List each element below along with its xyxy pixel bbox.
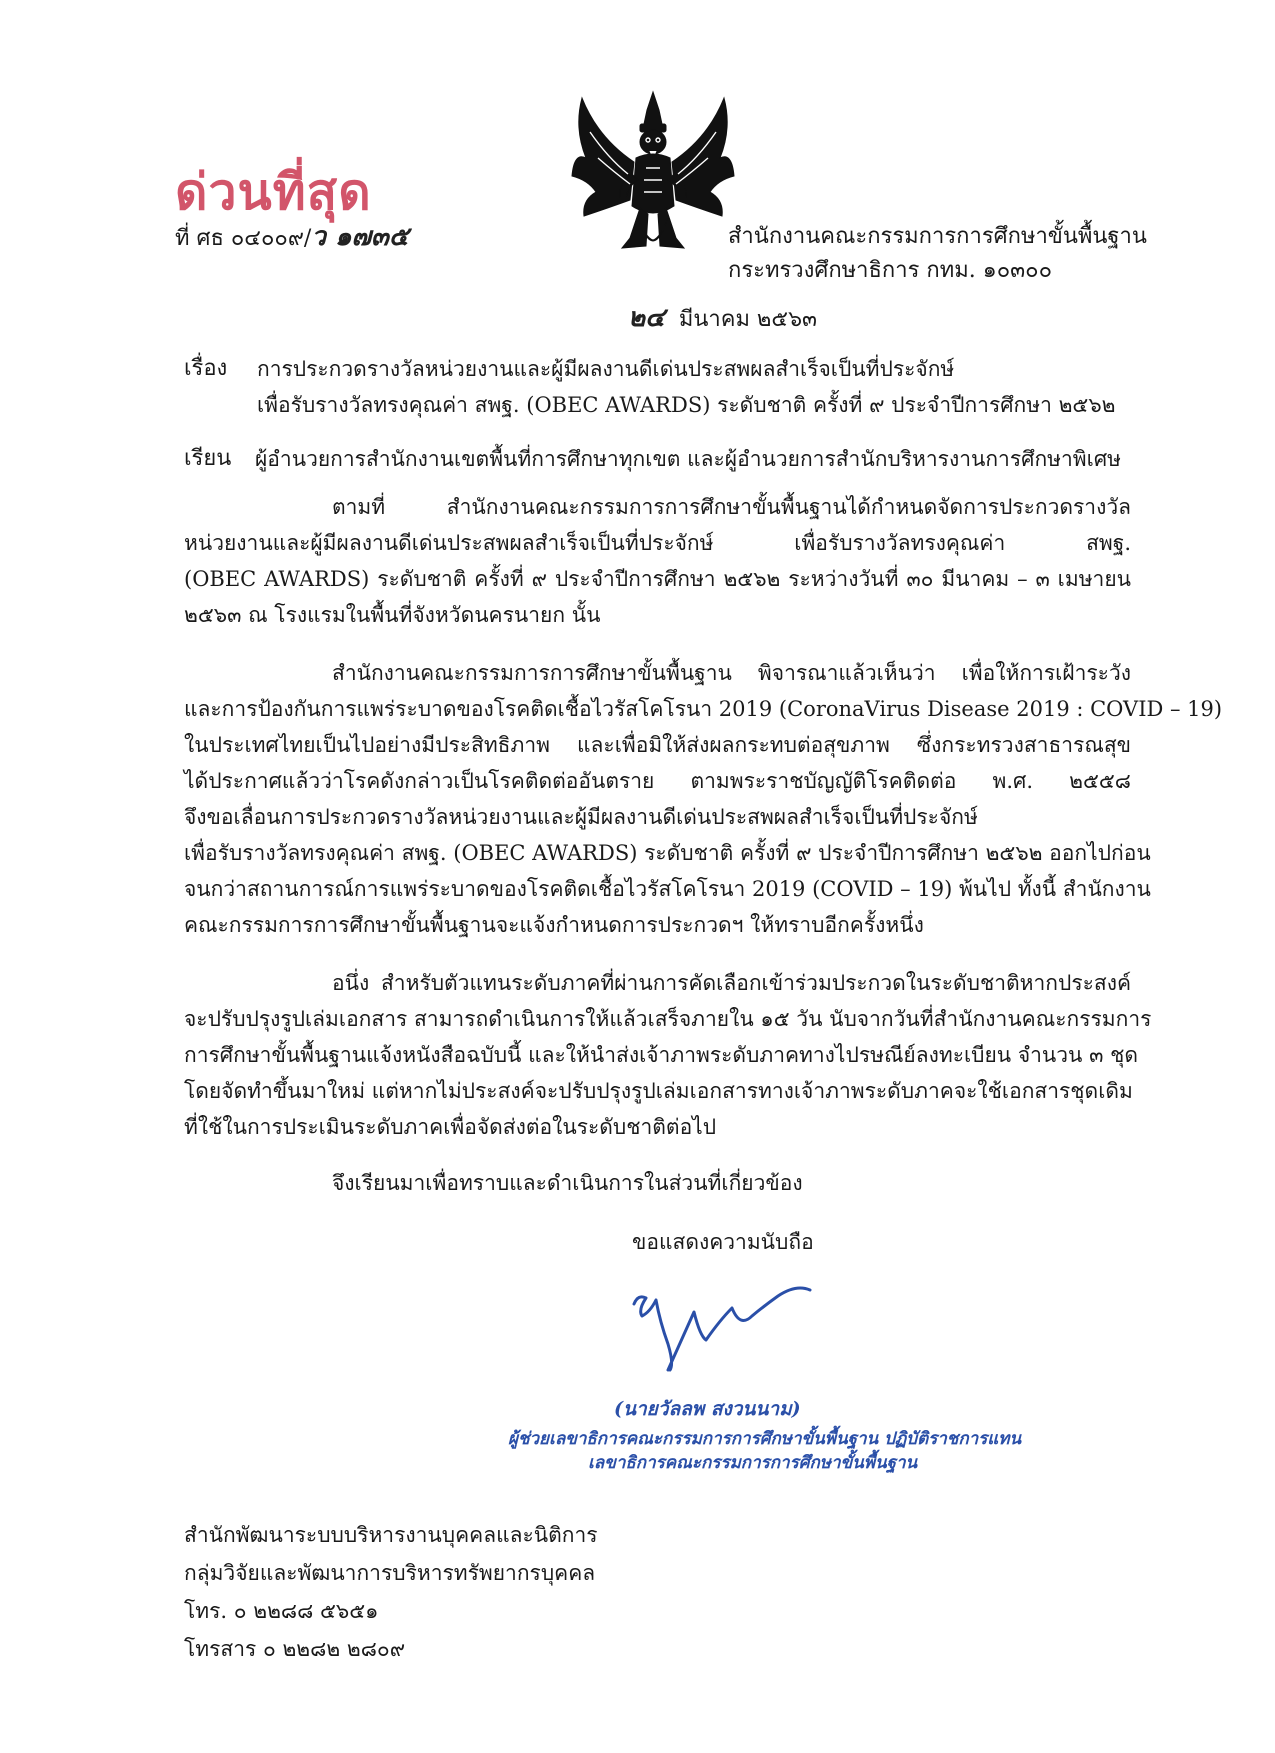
paragraph-1-line-4: ๒๕๖๓ ณ โรงแรมในพื้นที่จังหวัดนครนายก นั้น: [184, 603, 601, 627]
footer-fax: โทรสาร ๐ ๒๒๘๒ ๒๘๐๙: [184, 1637, 406, 1661]
footer-group: กลุ่มวิจัยและพัฒนาการบริหารทรัพยากรบุคคล: [184, 1561, 596, 1585]
subject-line-2: เพื่อรับรางวัลทรงคุณค่า สพฐ. (OBEC AWARDS) ระดับชาติ ครั้งที่ ๙ ประจำปีการศึกษา ๒๕๖๒: [257, 393, 1116, 417]
footer-department: สำนักพัฒนาระบบบริหารงานบุคคลและนิติการ: [184, 1523, 598, 1547]
paragraph-2-line-7: จนกว่าสถานการณ์การแพร่ระบาดของโรคติดเชื้อไวรัสโคโรนา 2019 (COVID – 19) พ้นไป ทั้งนี้ สำนักงาน: [184, 877, 1151, 901]
subject-line-1: การประกวดรางวัลหน่วยงานและผู้มีผลงานดีเด่นประสพผลสำเร็จเป็นที่ประจักษ์: [257, 357, 955, 381]
paragraph-1-line-1: ตามที่ สำนักงานคณะกรรมการการศึกษาขั้นพื้นฐานได้กำหนดจัดการประกวดรางวัล: [332, 495, 1131, 519]
paragraph-2-line-6: เพื่อรับรางวัลทรงคุณค่า สพฐ. (OBEC AWARDS) ระดับชาติ ครั้งที่ ๙ ประจำปีการศึกษา ๒๕๖๒ ออกไปก่อน: [184, 841, 1151, 865]
reference-number: [175, 222, 409, 254]
handwritten-signature: [628, 1276, 828, 1376]
signatory-title-line-1: ผู้ช่วยเลขาธิการคณะกรรมการการศึกษาขั้นพื้นฐาน ปฏิบัติราชการแทน: [508, 1429, 1022, 1449]
paragraph-1-line-3: (OBEC AWARDS) ระดับชาติ ครั้งที่ ๙ ประจำปีการศึกษา ๒๕๖๒ ระหว่างวันที่ ๓๐ มีนาคม – ๓ เมษายน: [184, 567, 1131, 591]
org-address: กระทรวงศึกษาธิการ กทม. ๑๐๓๐๐: [728, 258, 1053, 283]
date-month-year: มีนาคม ๒๕๖๓: [678, 307, 818, 332]
paragraph-2-line-4: ได้ประกาศแล้วว่าโรคดังกล่าวเป็นโรคติดต่ออันตราย ตามพระราชบัญญัติโรคติดต่อ พ.ศ. ๒๕๕๘: [184, 769, 1131, 793]
closing-salutation: ขอแสดงความนับถือ: [632, 1230, 814, 1254]
paragraph-3-line-2: จะปรับปรุงรูปเล่มเอกสาร สามารถดำเนินการให้แล้วเสร็จภายใน ๑๕ วัน นับจากวันที่สำนักงานคณะกรรมการ: [184, 1007, 1152, 1031]
recipient-label: เรียน: [184, 446, 232, 471]
reference-prefix: ที่ ศธ ๐๔๐๐๙/: [175, 226, 312, 251]
recipient-text: ผู้อำนวยการสำนักงานเขตพื้นที่การศึกษาทุกเขต และผู้อำนวยการสำนักบริหารงานการศึกษาพิเศษ: [255, 447, 1122, 471]
paragraph-3-line-5: ที่ใช้ในการประเมินระดับภาคเพื่อจัดส่งต่อในระดับชาติต่อไป: [184, 1115, 717, 1139]
closing-request: จึงเรียนมาเพื่อทราบและดำเนินการในส่วนที่เกี่ยวข้อง: [332, 1171, 803, 1195]
signatory-title-line-2: เลขาธิการคณะกรรมการการศึกษาขั้นพื้นฐาน: [588, 1453, 918, 1473]
subject-label: เรื่อง: [184, 356, 228, 381]
org-name: สำนักงานคณะกรรมการการศึกษาขั้นพื้นฐาน: [728, 224, 1147, 249]
paragraph-1-line-2: หน่วยงานและผู้มีผลงานดีเด่นประสพผลสำเร็จเป็นที่ประจักษ์ เพื่อรับรางวัลทรงคุณค่า สพฐ.: [184, 531, 1131, 555]
letter-date: [628, 303, 817, 335]
paragraph-2-line-2: และการป้องกันการแพร่ระบาดของโรคติดเชื้อไวรัสโคโรนา 2019 (CoronaVirus Disease 2019 : COVID – 19): [184, 697, 1223, 721]
signatory-name: (นายวัลลพ สงวนนาม): [614, 1398, 801, 1420]
paragraph-2-line-8: คณะกรรมการการศึกษาขั้นพื้นฐานจะแจ้งกำหนดการประกวดฯ ให้ทราบอีกครั้งหนึ่ง: [184, 913, 924, 937]
reference-handwritten-number: ว ๑๗๓๕: [311, 222, 409, 252]
paragraph-3-line-1: อนึ่ง สำหรับตัวแทนระดับภาคที่ผ่านการคัดเลือกเข้าร่วมประกวดในระดับชาติหากประสงค์: [332, 971, 1131, 995]
paragraph-2-line-1: สำนักงานคณะกรรมการการศึกษาขั้นพื้นฐาน พิจารณาแล้วเห็นว่า เพื่อให้การเฝ้าระวัง: [332, 661, 1131, 685]
garuda-emblem: [568, 88, 738, 268]
date-day-handwritten: ๒๔: [628, 303, 665, 333]
paragraph-3-line-3: การศึกษาขั้นพื้นฐานแจ้งหนังสือฉบับนี้ และให้นำส่งเจ้าภาพระดับภาคทางไปรษณีย์ลงทะเบียน จำนวน ๓ ชุด: [184, 1043, 1139, 1067]
footer-phone: โทร. ๐ ๒๒๘๘ ๕๖๕๑: [184, 1599, 379, 1623]
urgency-stamp: ด่วนที่สุด: [175, 162, 372, 221]
paragraph-2-line-5: จึงขอเลื่อนการประกวดรางวัลหน่วยงานและผู้มีผลงานดีเด่นประสพผลสำเร็จเป็นที่ประจักษ์: [184, 805, 978, 829]
paragraph-3-line-4: โดยจัดทำขึ้นมาใหม่ แต่หากไม่ประสงค์จะปรับปรุงรูปเล่มเอกสารทางเจ้าภาพระดับภาคจะใช้เอกสารชุดเดิม: [184, 1079, 1133, 1103]
paragraph-2-line-3: ในประเทศไทยเป็นไปอย่างมีประสิทธิภาพ และเพื่อมิให้ส่งผลกระทบต่อสุขภาพ ซึ่งกระทรวงสาธารณสุข: [184, 733, 1131, 757]
